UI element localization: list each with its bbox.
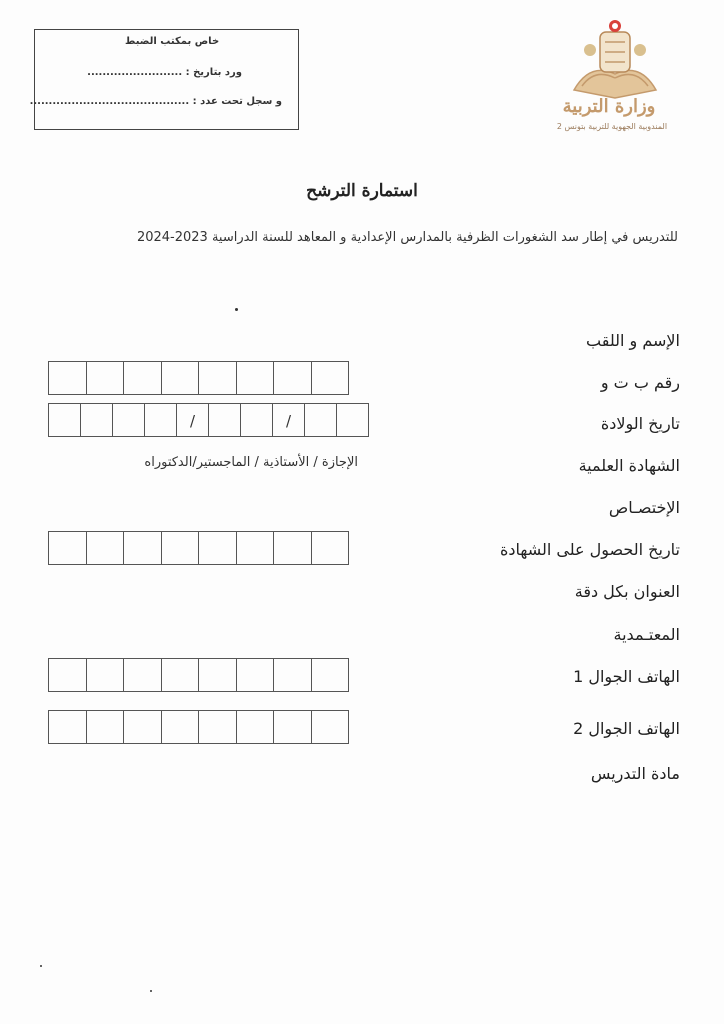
form-title: استمارة الترشح [306,181,418,201]
digit-box[interactable] [86,658,125,692]
digit-box[interactable] [86,531,125,565]
digit-box[interactable] [48,710,87,744]
label-specialty: الإختصـاص [608,498,680,517]
digit-box[interactable] [273,710,312,744]
directorate-name: المندوبية الجهوية للتربية بتونس 2 [556,122,668,131]
stray-dot [40,965,42,967]
date-separator: / [176,403,209,437]
digit-box[interactable] [236,710,275,744]
stray-dot [235,308,238,311]
digit-box[interactable] [161,361,200,395]
digit-box[interactable] [304,403,337,437]
label-name: الإسم و اللقب [586,331,680,350]
digit-box[interactable] [236,361,275,395]
label-subject: مادة التدريس [590,764,680,783]
digit-box[interactable] [123,361,162,395]
digit-box[interactable] [48,531,87,565]
digit-box[interactable] [86,361,125,395]
digit-box[interactable] [240,403,273,437]
digit-box[interactable] [161,658,200,692]
digit-box[interactable] [198,710,237,744]
office-use-box [29,29,299,130]
digit-box[interactable] [198,531,237,565]
label-birth-date: تاريخ الولادة [600,414,680,433]
digit-box[interactable] [198,658,237,692]
digit-box[interactable] [208,403,241,437]
digit-box[interactable] [161,710,200,744]
label-phone1: الهاتف الجوال 1 [573,667,680,686]
label-degree-date: تاريخ الحصول على الشهادة [499,540,680,559]
degree-options: الإجازة / الأستاذية / الماجستير/الدكتوراه [144,455,358,470]
digit-box[interactable] [123,710,162,744]
ministry-name: وزارة التربية [562,96,656,117]
digit-box[interactable] [273,361,312,395]
digit-box[interactable] [236,531,275,565]
phone2-boxes[interactable] [48,710,349,744]
birth-date-boxes[interactable] [48,403,369,437]
phone1-boxes[interactable] [48,658,349,692]
label-address: العنوان بكل دقة [574,582,680,601]
digit-box[interactable] [236,658,275,692]
id-number-boxes[interactable] [48,361,349,395]
received-date-line[interactable]: ورد بتاريخ : ......................... [87,67,242,78]
digit-box[interactable] [311,531,350,565]
digit-box[interactable] [161,531,200,565]
digit-box[interactable] [198,361,237,395]
date-separator: / [272,403,305,437]
stray-dot [150,990,152,992]
ministry-logo [556,12,670,147]
registration-number-line[interactable]: و سجل تحت عدد : .......................................... [29,96,282,107]
label-id-number: رقم ب ت و [600,373,680,392]
digit-box[interactable] [123,658,162,692]
digit-box[interactable] [311,658,350,692]
digit-box[interactable] [86,710,125,744]
degree-date-boxes[interactable] [48,531,349,565]
label-phone2: الهاتف الجوال 2 [573,719,680,738]
digit-box[interactable] [48,403,81,437]
digit-box[interactable] [123,531,162,565]
digit-box[interactable] [336,403,369,437]
digit-box[interactable] [273,658,312,692]
digit-box[interactable] [48,658,87,692]
office-box-title: خاص بمكتب الضبط [125,36,220,47]
ministry-emblem-icon [560,12,670,102]
digit-box[interactable] [112,403,145,437]
digit-box[interactable] [311,361,350,395]
digit-box[interactable] [48,361,87,395]
label-degree: الشهادة العلمية [578,456,680,475]
digit-box[interactable] [273,531,312,565]
label-delegation: المعتـمدية [613,625,680,644]
digit-box[interactable] [80,403,113,437]
digit-box[interactable] [311,710,350,744]
digit-box[interactable] [144,403,177,437]
form-subtitle: للتدريس في إطار سد الشغورات الظرفية بالمدارس الإعدادية و المعاهد للسنة الدراسية 2023-2024 [136,230,678,245]
